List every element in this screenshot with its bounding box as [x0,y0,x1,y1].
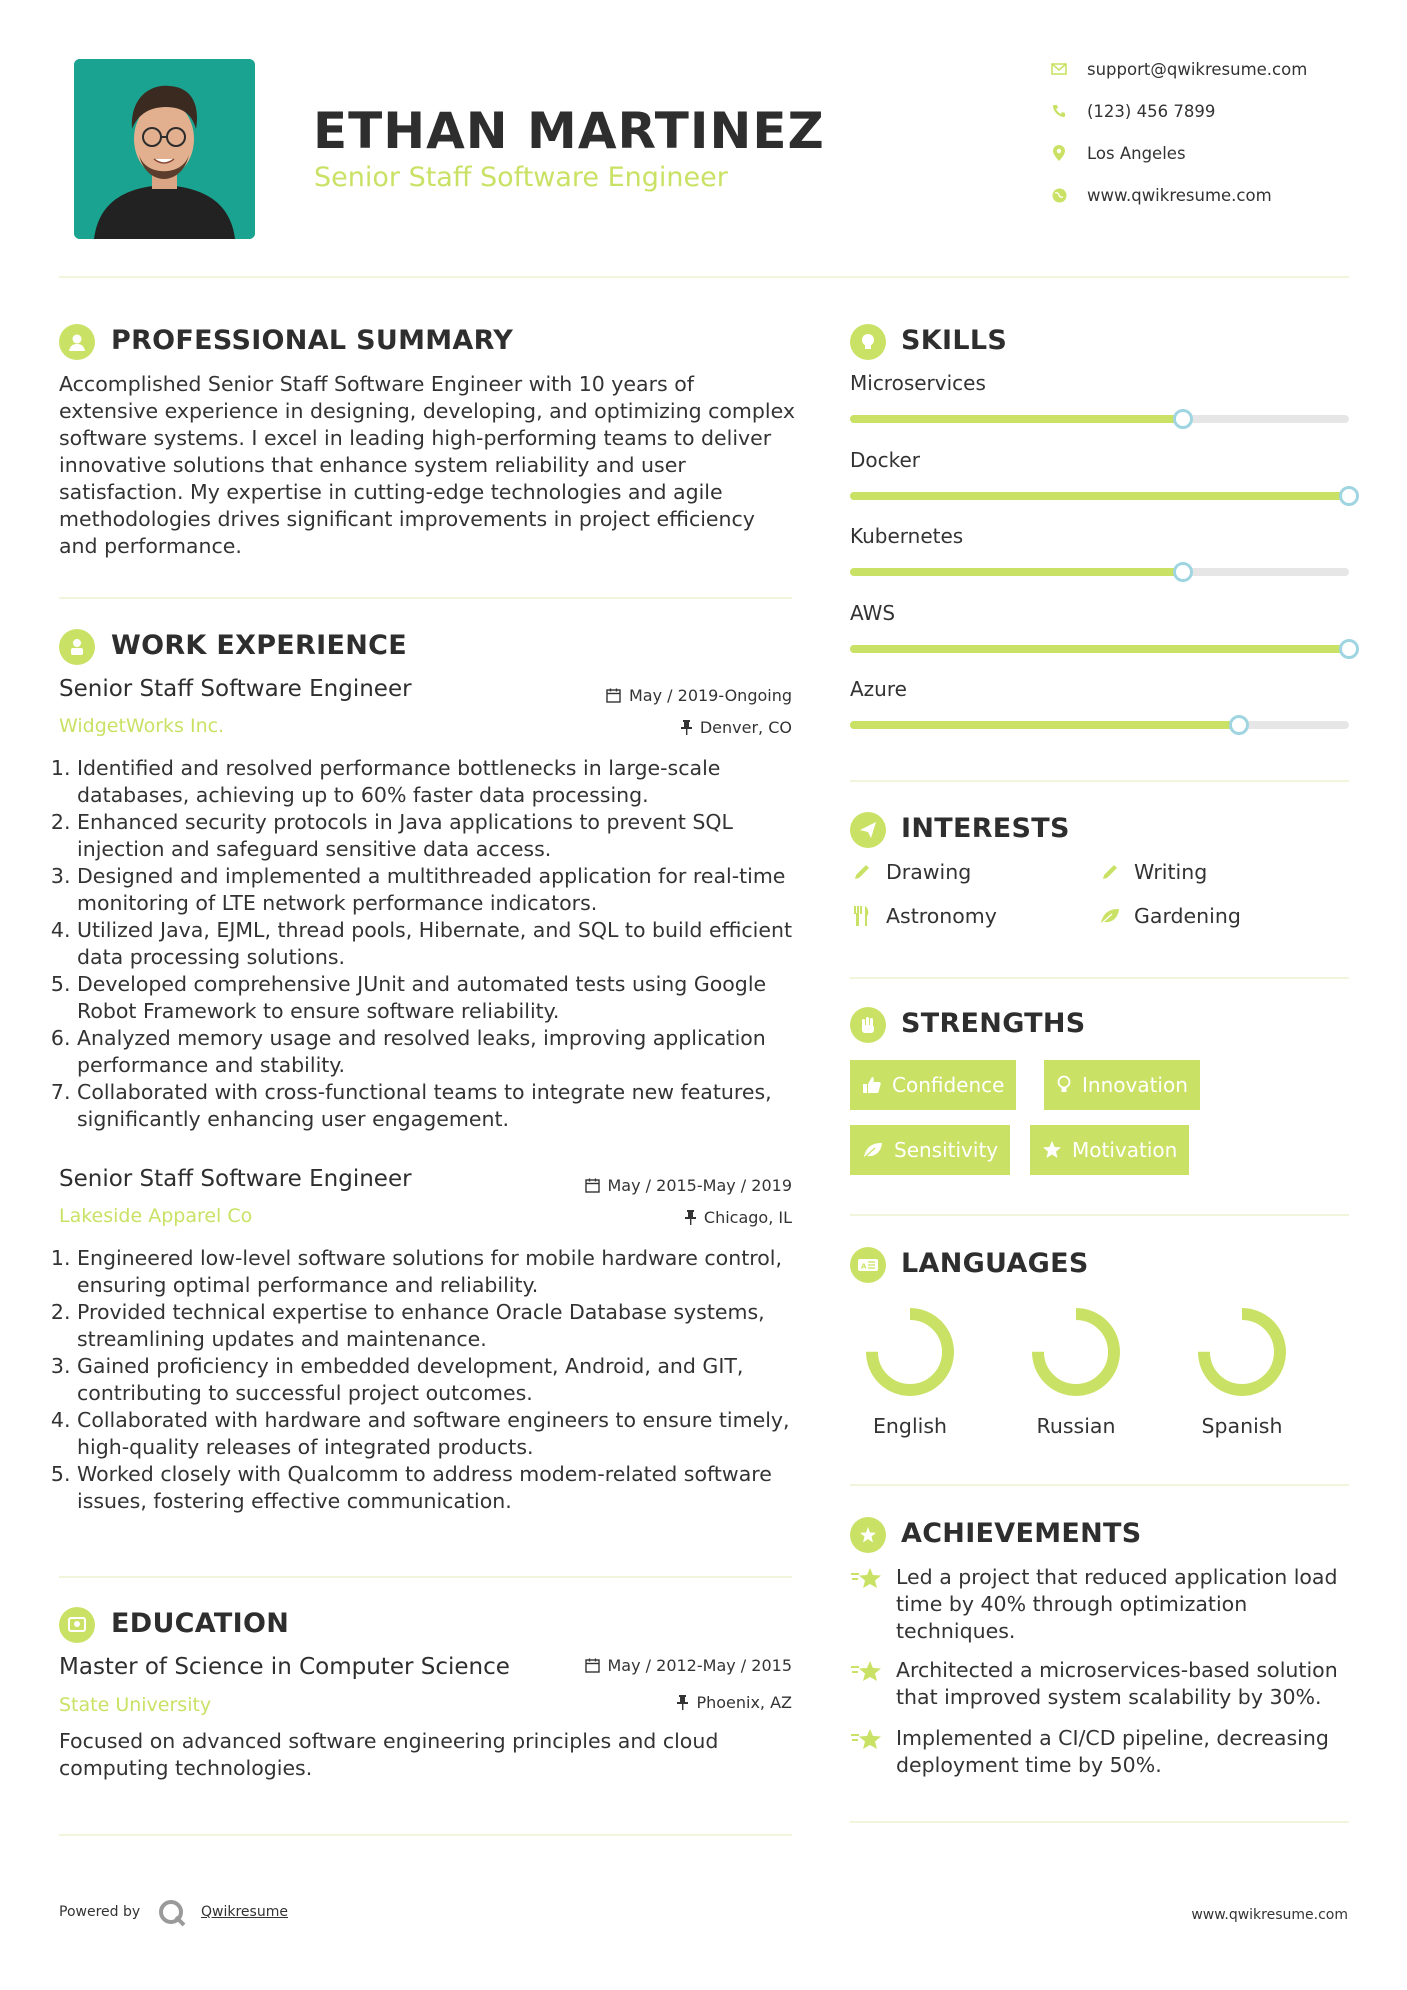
strengths-heading: STRENGTHS [901,1008,1086,1039]
language-level-arc [1038,1314,1114,1390]
language-name: Spanish [1201,1414,1283,1438]
list-item: 3. Gained proficiency in embedded development, Android, and GIT, contributing to successful project outcomes. [77,1353,801,1407]
language-icon [850,1247,886,1283]
utensils-icon [850,905,874,927]
strengths-divider [850,1214,1349,1216]
experience-heading: WORK EXPERIENCE [111,630,407,661]
skill-bar-fill [850,721,1239,729]
summary-divider [59,597,792,599]
lightbulb-icon [1056,1075,1072,1095]
header-divider [59,276,1349,278]
user-icon [59,324,95,360]
language-level-arc [1204,1314,1280,1390]
star-icon [850,1657,884,1692]
strength-tag [850,1125,1010,1175]
pin-icon [677,1695,688,1710]
languages-heading: LANGUAGES [901,1248,1089,1279]
job-1-company: WidgetWorks Inc. [59,715,225,737]
skill-level-knob [1173,562,1193,582]
education-text: Focused on advanced software engineering principles and cloud computing technologies. [59,1729,719,1780]
skill-bar-fill [850,645,1349,653]
skill-name: Microservices [850,371,986,395]
job-2-title: Senior Staff Software Engineer [59,1166,412,1192]
job-2-location-text: Chicago, IL [703,1208,792,1227]
star-icon [850,1725,884,1760]
skill-name: AWS [850,600,896,625]
skill-name: Azure [850,677,907,701]
list-item: 2. Provided technical expertise to enhance Oracle Database systems, streamlining updates and maintenance. [77,1299,801,1353]
strength-label: Confidence [892,1073,1005,1097]
list-item: 6. Analyzed memory usage and resolved leaks, improving application performance and stability. [77,1025,801,1079]
skill-bar-fill [850,568,1183,576]
job-1-dates [560,686,792,705]
education-location [560,1693,792,1712]
language-level-ring [1192,1302,1292,1402]
strength-tag [1030,1125,1189,1175]
achievement-item [850,1564,1360,1645]
skill-bar [850,415,1349,423]
education-degree: Master of Science in Computer Science [59,1654,510,1680]
envelope-icon [1048,63,1070,75]
candidate-name: ETHAN MARTINEZ [313,102,825,160]
contact-email-text: support@qwikresume.com [1087,59,1308,79]
strength-tag [850,1060,1016,1110]
education-location-text: Phoenix, AZ [696,1693,792,1712]
language-level-arc [872,1314,948,1390]
graduation-icon [59,1607,95,1643]
skill-bar [850,721,1349,729]
achievements-heading: ACHIEVEMENTS [901,1518,1142,1549]
interest-label: Writing [1134,860,1208,884]
skill-bar-fill [850,492,1349,500]
job-2-dates-text: May / 2015-May / 2019 [607,1176,792,1195]
skill-name: Kubernetes [850,524,964,548]
achievement-text: Implemented a CI/CD pipeline, decreasing deployment time by 50%. [896,1726,1329,1777]
hand-icon [850,1007,886,1043]
skill-bar-fill [850,415,1183,423]
education-dates [560,1656,792,1675]
qwikresume-logo-icon [157,1898,187,1932]
job-1-location [560,718,792,737]
skill-name: Docker [850,447,921,472]
candidate-title: Senior Staff Software Engineer [314,162,728,193]
education-dates-text: May / 2012-May / 2015 [607,1656,792,1675]
education-school: State University [59,1694,212,1716]
job-2-company: Lakeside Apparel Co [59,1205,253,1227]
skill-level-knob [1339,486,1359,506]
profile-photo [74,59,255,239]
achievements-divider [850,1821,1349,1823]
language-level-ring [1026,1302,1126,1402]
list-item: 7. Collaborated with cross-functional teams to integrate new features, significantly enhancing user engagement. [77,1079,801,1133]
experience-divider [59,1576,792,1578]
contact-website-text: www.qwikresume.com [1087,185,1272,205]
list-item: 5. Developed comprehensive JUnit and automated tests using Google Robot Framework to ensure software reliability. [77,971,801,1025]
map-pin-icon [1048,145,1070,161]
leaf-icon [862,1141,884,1159]
job-2-dates [560,1176,792,1195]
powered-by-label: Powered by [59,1904,141,1920]
interest-item [1098,904,1241,928]
contact-email[interactable] [1048,56,1348,82]
contact-phone[interactable] [1048,98,1348,124]
achievement-text: Architected a microservices-based solution that improved system scalability by 30%. [896,1658,1338,1709]
education-divider [59,1834,792,1836]
skills-divider [850,780,1349,782]
skills-heading: SKILLS [901,325,1008,356]
contact-website[interactable] [1048,182,1348,208]
summary-text: Accomplished Senior Staff Software Engineer with 10 years of extensive experience in designing, developing, and optimizing complex software systems. I excel in leading high-performing teams to deliver innovative solutions that enhance system reliability and user satisfaction. My expertise in cutting-edge technologies and agile methodologies drives significant improvements in project efficiency and performance. [59,372,795,558]
language-level-ring [860,1302,960,1402]
phone-icon [1048,104,1070,118]
strength-tag [1044,1060,1200,1110]
contact-location-text: Los Angeles [1087,143,1186,163]
calendar-icon [606,688,621,703]
pin-icon [681,720,692,735]
strength-label: Motivation [1072,1138,1178,1162]
globe-icon [1048,188,1070,203]
strength-label: Innovation [1082,1073,1188,1097]
interests-heading: INTERESTS [901,813,1070,844]
pin-icon [685,1210,696,1225]
languages-divider [850,1484,1349,1486]
briefcase-icon [59,629,95,665]
calendar-icon [585,1658,600,1673]
interest-label: Gardening [1134,904,1241,928]
list-item: 5. Worked closely with Qualcomm to address modem-related software issues, fostering effective communication. [77,1461,801,1515]
job-2-bullets [59,1245,801,1515]
brand-link[interactable]: Qwikresume [201,1904,288,1920]
job-2-location [560,1208,792,1227]
interest-label: Drawing [886,860,972,884]
strength-label: Sensitivity [894,1138,999,1162]
achievement-item [850,1725,1360,1779]
skill-level-knob [1339,639,1359,659]
list-item: 4. Utilized Java, EJML, thread pools, Hibernate, and SQL to build efficient data processing solutions. [77,917,801,971]
award-icon [850,1517,886,1553]
calendar-icon [585,1178,600,1193]
pencil-icon [850,862,874,882]
skill-bar [850,645,1349,653]
interest-item [850,904,997,928]
lightbulb-icon [850,324,886,360]
list-item: 1. Engineered low-level software solutions for mobile hardware control, ensuring optimal performance and reliability. [77,1245,801,1299]
summary-heading: PROFESSIONAL SUMMARY [111,325,514,356]
footer-website[interactable]: www.qwikresume.com [1191,1907,1348,1923]
star-icon [1042,1140,1062,1160]
contact-phone-text: (123) 456 7899 [1087,101,1216,121]
language-name: Russian [1036,1414,1116,1438]
list-item: 4. Collaborated with hardware and software engineers to ensure timely, high-quality releases of integrated products. [77,1407,801,1461]
interest-label: Astronomy [886,904,997,928]
svg-text:A: A [861,1262,867,1271]
job-1-dates-text: May / 2019-Ongoing [629,686,792,705]
language-name: English [872,1414,948,1438]
interest-item [850,860,971,884]
star-icon [850,1564,884,1599]
skill-level-knob [1173,409,1193,429]
interests-divider [850,977,1349,979]
list-item: 2. Enhanced security protocols in Java applications to prevent SQL injection and safeguard sensitive data access. [77,809,801,863]
job-1-title: Senior Staff Software Engineer [59,676,412,702]
leaf-icon [1098,907,1122,925]
job-1-location-text: Denver, CO [699,718,792,737]
achievement-item [850,1657,1360,1711]
job-1-bullets [59,755,801,1133]
contact-location [1048,140,1348,166]
skill-level-knob [1229,715,1249,735]
interest-item [1098,860,1207,884]
list-item: 3. Designed and implemented a multithreaded application for real-time monitoring of LTE network performance indicators. [77,863,801,917]
thumbs-up-icon [862,1075,882,1095]
paper-plane-icon [850,812,886,848]
list-item: 1. Identified and resolved performance bottlenecks in large-scale databases, achieving up to 60% faster data processing. [77,755,801,809]
skill-bar [850,492,1349,500]
skill-bar [850,568,1349,576]
pencil-icon [1098,862,1122,882]
education-heading: EDUCATION [111,1608,290,1639]
achievement-text: Led a project that reduced application load time by 40% through optimization techniques. [896,1565,1338,1643]
